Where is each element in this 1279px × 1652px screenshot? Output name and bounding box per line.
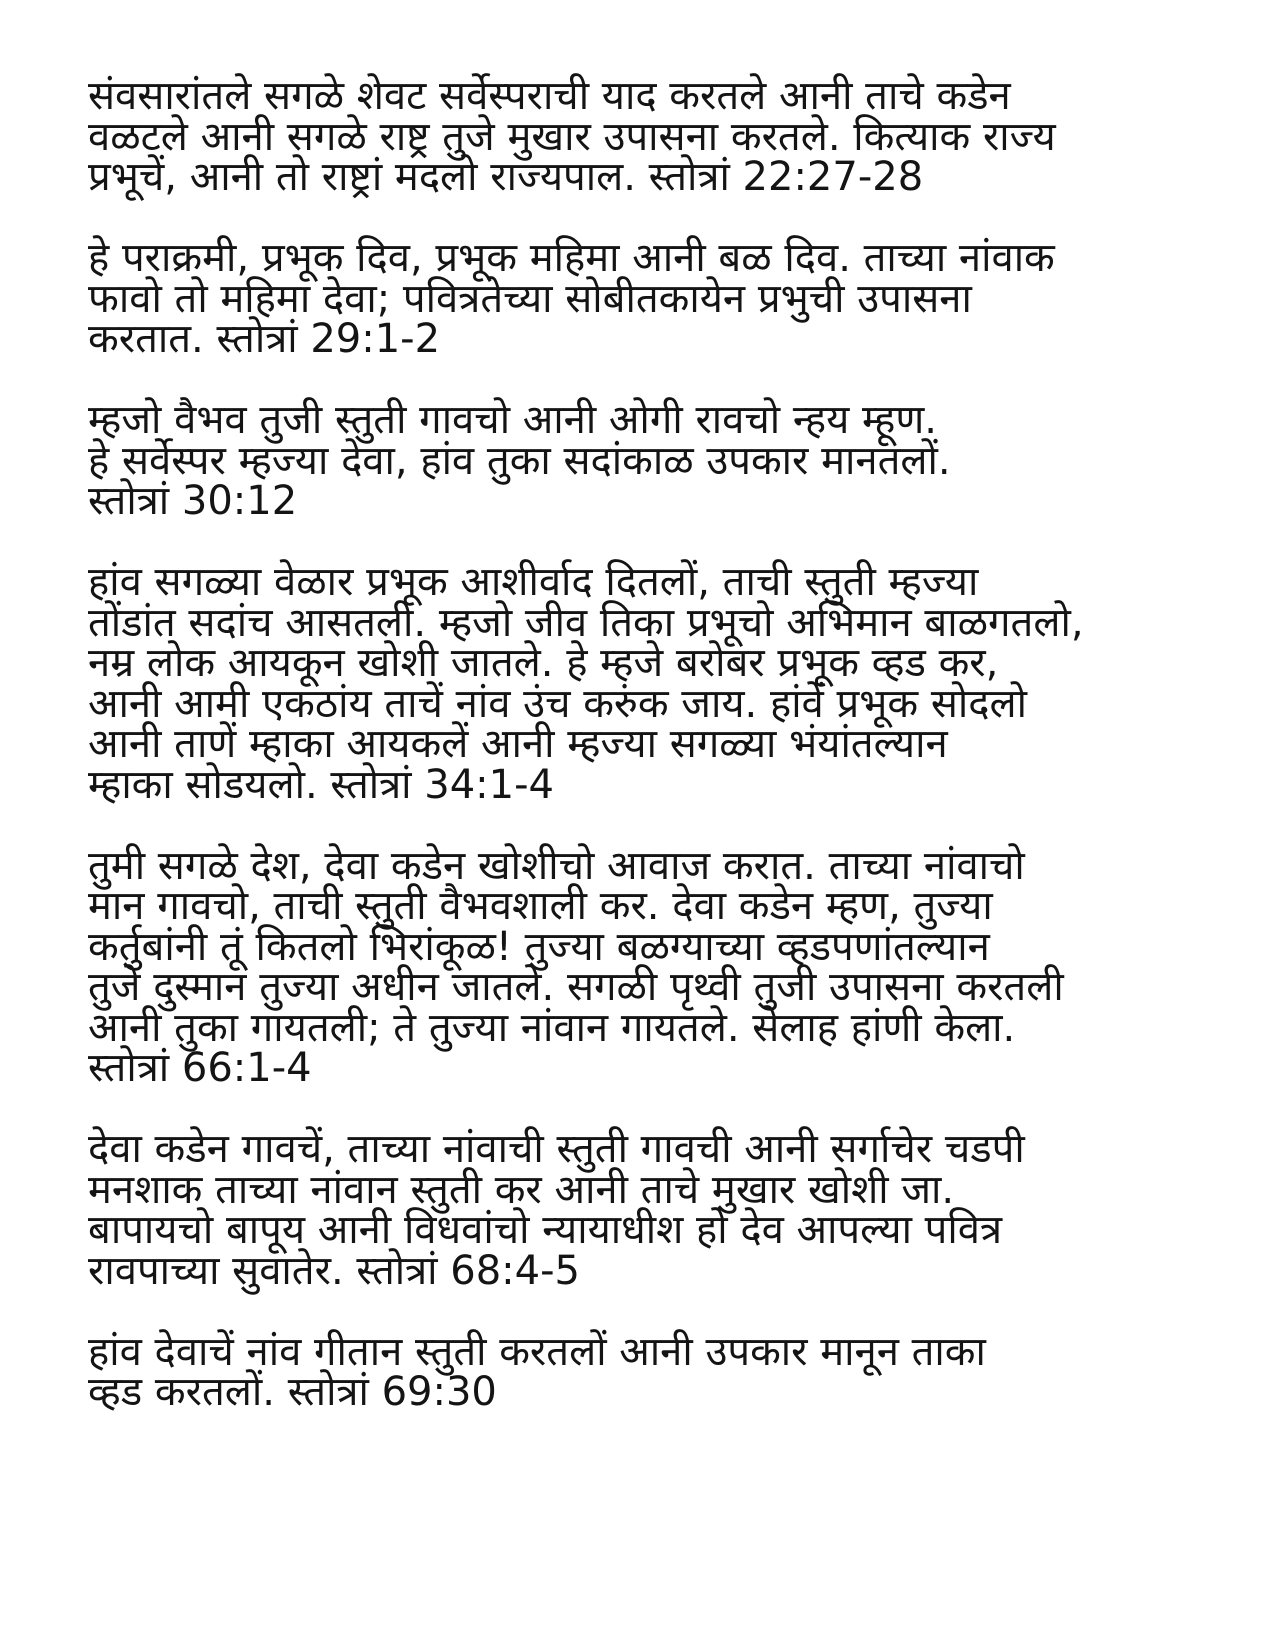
text-line: संवसारांतले सगळे शेवट सर्वेस्पराची याद करतले आनी ताचे कडेन <box>88 73 1011 119</box>
verse-paragraph <box>88 842 1208 1091</box>
verse-paragraph <box>88 1328 1208 1415</box>
verse-paragraph <box>88 559 1208 808</box>
text-line: मान गावचो, ताची स्तुती वैभवशाली कर. देवा कडेन म्हण, तुज्या <box>88 883 993 929</box>
text-line: तोंडांत सदांच आसतली. म्हजो जीव तिका प्रभूचो अभिमान बाळगतलो, <box>88 599 1084 646</box>
text-line: म्हाका सोडयलो. स्तोत्रां 34:1-4 <box>88 761 554 808</box>
text-line: हे पराक्रमी, प्रभूक दिव, प्रभूक महिमा आनी बळ दिव. ताच्या नांवाक <box>88 235 1055 281</box>
text-line: हांव देवाचें नांव गीतान स्तुती करतलों आनी उपकार मानून ताका <box>88 1328 986 1375</box>
text-line: स्तोत्रां 30:12 <box>88 478 298 524</box>
text-line: प्रभूचें, आनी तो राष्ट्रां मदलो राज्यपाल. स्तोत्रां 22:27-28 <box>88 154 924 200</box>
text-line: आनी आमी एकठांय ताचें नांव उंच करुंक जाय. हांवें प्रभूक सोदलो <box>88 680 1027 727</box>
text-line: तुमी सगळे देश, देवा कडेन खोशीचो आवाज करात. ताच्या नांवाचो <box>88 842 1025 889</box>
document-page <box>88 73 1208 1453</box>
verse-paragraph <box>88 397 1208 524</box>
text-line: म्हजो वैभव तुजी स्तुती गावचो आनी ओगी रावचो न्हय म्हूण. <box>88 397 937 443</box>
text-line: आनी ताणें म्हाका आयकलें आनी म्हज्या सगळ्या भंयांतल्यान <box>88 721 948 767</box>
text-line: नम्र लोक आयकून खोशी जातले. हे म्हजे बरोबर प्रभूक व्हड कर, <box>88 640 999 686</box>
text-line: आनी तुका गायतली; ते तुज्या नांवान गायतले. सेलाह हांणी केला. <box>88 1004 1016 1051</box>
text-line: हे सर्वेस्पर म्हज्या देवा, हांव तुका सदांकाळ उपकार मानतलों. <box>88 437 951 484</box>
text-line: करतात. स्तोत्रां 29:1-2 <box>88 316 441 362</box>
verse-paragraph <box>88 73 1208 200</box>
text-line: वळटले आनी सगळे राष्ट्र तुजे मुखार उपासना करतले. कित्याक राज्य <box>88 113 1056 160</box>
verse-paragraph <box>88 235 1208 362</box>
text-line: तुजे दुस्मान तुज्या अधीन जातले. सगळी पृथ्वी तुजी उपासना करतली <box>88 964 1064 1010</box>
text-line: फावो तो महिमा देवा; पवित्रतेच्या सोबीतकायेन प्रभुची उपासना <box>88 275 972 322</box>
text-line: रावपाच्या सुवातेर. स्तोत्रां 68:4-5 <box>88 1247 580 1294</box>
text-line: कर्तुबांनी तूं कितलो भिरांकूळ! तुज्या बळग्याच्या व्हडपणांतल्यान <box>88 923 990 970</box>
text-line: देवा कडेन गावचें, ताच्या नांवाची स्तुती गावची आनी सर्गाचेर चडपी <box>88 1126 1025 1172</box>
text-line: स्तोत्रां 66:1-4 <box>88 1045 312 1091</box>
text-line: मनशाक ताच्या नांवान स्तुती कर आनी ताचे मुखार खोशी जा. <box>88 1166 955 1213</box>
text-line: हांव सगळ्या वेळार प्रभूक आशीर्वाद दितलों, ताची स्तुती म्हज्या <box>88 559 979 605</box>
verse-paragraph <box>88 1126 1208 1294</box>
text-line: व्हड करतलों. स्तोत्रां 69:30 <box>88 1369 497 1415</box>
text-line: बापायचो बापूय आनी विधवांचो न्यायाधीश हो देव आपल्या पवित्र <box>88 1207 1003 1253</box>
